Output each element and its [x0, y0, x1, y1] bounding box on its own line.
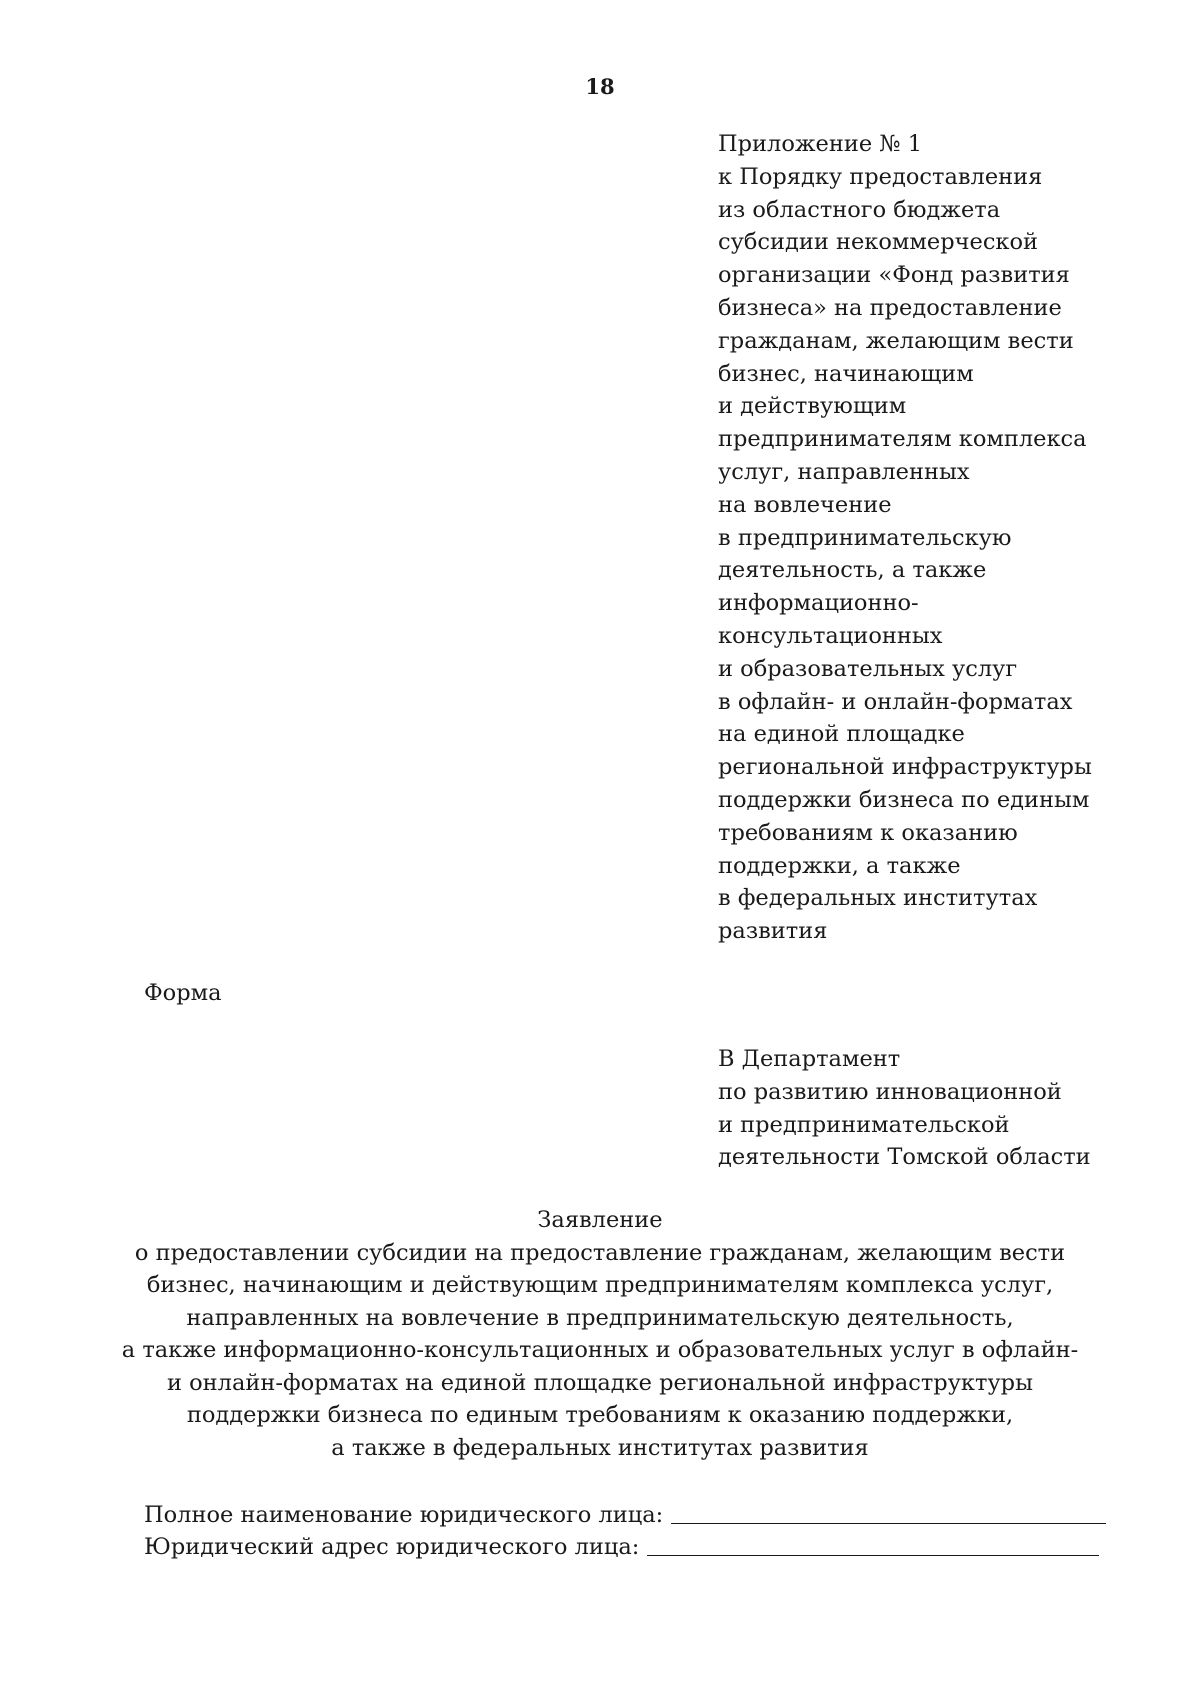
statement-line: о предоставлении субсидии на предоставление гражданам, желающим вести: [134, 1239, 1066, 1266]
statement-line: бизнес, начинающим и действующим предпринимателям комплекса услуг,: [146, 1272, 1054, 1298]
legal-address-field-row: [144, 1531, 1106, 1563]
annex-line: в федеральных институтах: [718, 885, 1038, 912]
annex-line: на единой площадке: [718, 721, 965, 748]
annex-line: услуг, направленных: [718, 458, 970, 485]
addressee-line: В Департамент: [718, 1046, 901, 1072]
full-name-field-row: [144, 1499, 1106, 1531]
annex-line: деятельность, а также: [718, 557, 987, 584]
form-label: Форма: [144, 980, 222, 1006]
annex-line: развития: [718, 918, 828, 945]
annex-line: требованиям к оказанию: [718, 819, 1018, 846]
annex-line: и образовательных услуг: [718, 655, 1018, 682]
addressee-line: по развитию инновационной: [718, 1078, 1062, 1105]
page-number: 18: [585, 74, 615, 99]
annex-line: на вовлечение: [718, 491, 892, 518]
addressee-line: деятельности Томской области: [718, 1144, 1091, 1171]
annex-line: в офлайн- и онлайн-форматах: [718, 688, 1073, 715]
applicant-fields: [144, 1499, 1106, 1563]
legal-address-field-label: Юридический адрес юридического лица:: [144, 1534, 640, 1560]
annex-line: в предпринимательскую: [718, 524, 1012, 551]
full-name-field-label: Полное наименование юридического лица:: [144, 1502, 664, 1528]
statement-line: поддержки бизнеса по единым требованиям к оказанию поддержки,: [186, 1402, 1014, 1428]
statement-heading: [0, 1204, 1200, 1464]
annex-line: и действующим: [718, 393, 907, 420]
addressee-block: [718, 1043, 1158, 1174]
annex-line: к Порядку предоставления: [718, 163, 1043, 190]
annex-line: из областного бюджета: [718, 196, 1001, 223]
annex-line: информационно-: [718, 590, 919, 617]
annex-line: гражданам, желающим вести: [718, 327, 1074, 354]
annex-line: субсидии некоммерческой: [718, 229, 1039, 256]
annex-line: поддержки, а также: [718, 852, 961, 879]
annex-line: региональной инфраструктуры: [718, 754, 1092, 781]
full-name-fill-line[interactable]: [671, 1523, 1106, 1524]
statement-line: и онлайн-форматах на единой площадке региональной инфраструктуры: [166, 1369, 1033, 1396]
annex-line: поддержки бизнеса по единым: [718, 786, 1090, 813]
statement-line: а также в федеральных институтах развития: [331, 1434, 869, 1461]
annex-line: Приложение № 1: [718, 131, 923, 157]
annex-line: предпринимателям комплекса: [718, 426, 1087, 453]
statement-title: Заявление: [537, 1207, 663, 1233]
annex-reference-block: [718, 128, 1148, 948]
addressee-line: и предпринимательской: [718, 1111, 1010, 1138]
statement-line: направленных на вовлечение в предпринимательскую деятельность,: [186, 1304, 1014, 1331]
annex-line: организации «Фонд развития: [718, 262, 1070, 289]
annex-line: бизнес, начинающим: [718, 360, 974, 387]
legal-address-fill-line[interactable]: [647, 1555, 1099, 1556]
annex-line: консультационных: [718, 622, 943, 649]
annex-line: бизнеса» на предоставление: [718, 294, 1062, 321]
statement-line: а также информационно-консультационных и образовательных услуг в офлайн-: [121, 1337, 1079, 1363]
